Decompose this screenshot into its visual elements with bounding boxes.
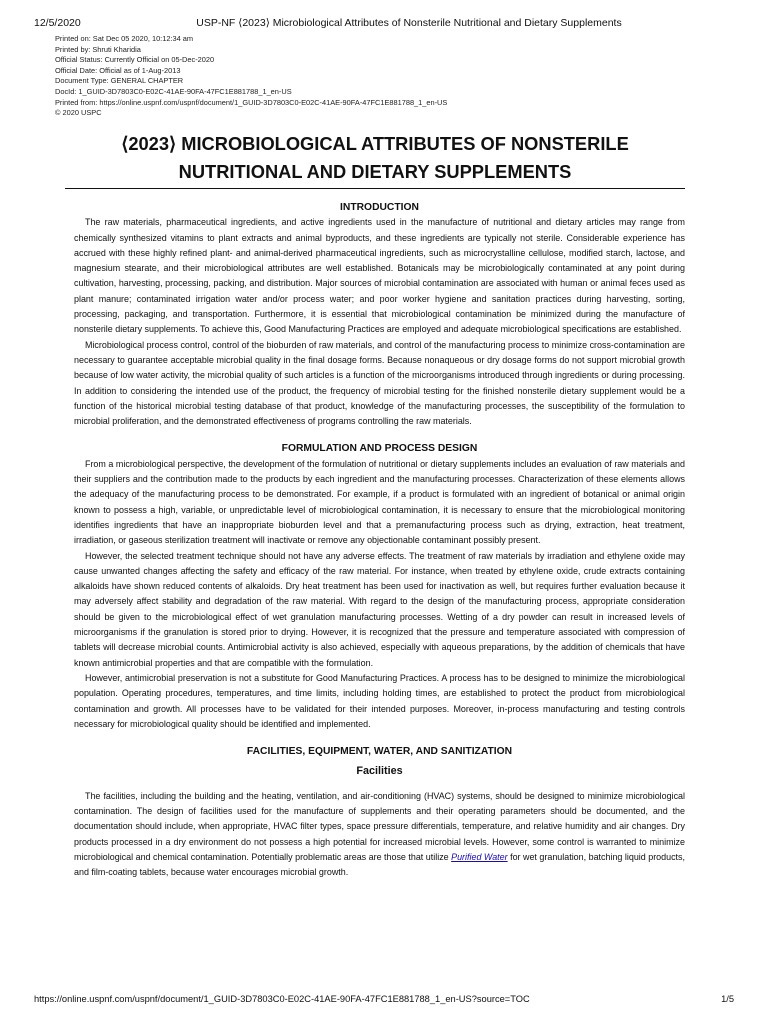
subsection-heading-facilities: Facilities (356, 765, 403, 778)
print-date: 12/5/2020 (34, 17, 81, 29)
meta-copyright: © 2020 USPC (55, 108, 102, 118)
paragraph: However, the selected treatment technique should not have any adverse effects. The treatment of raw materials by irradiation and ethylene oxide may cause unwanted changes affecting the safety and efficacy of the raw material. For instance, when treated by ethylene oxide, crude extracts containing alkaloids have shown reduced contents of alkaloids. Dry heat treatment has been used for inactivation as well, but requires further evaluation because it may adversely affect stability and degradation of the raw material. With regard to the design of the manufacturing process, appropriate consideration should be given to the microbiological effect of wet granulation manufacturing processes. Wetting of a dry powder can result in increased levels of microorganisms if the granulation is stored prior to drying. However, it is recognized that the pressure and temperature associated with compression of tablets will decrease microbial counts. Antimicrobial activity is also achieved, especially with aqueous preparations, by the addition of chemicals that have known antimicrobial properties and that are compatible with the formulation. (74, 550, 685, 668)
meta-printed-on: Printed on: Sat Dec 05 2020, 10:12:34 am (55, 34, 194, 43)
section-heading-facilities-equipment: FACILITIES, EQUIPMENT, WATER, AND SANITIZATION (246, 746, 513, 758)
meta-printed-by: Printed by: Shruti Kharidia (55, 44, 141, 54)
purified-water-link[interactable]: Purified Water (451, 851, 508, 862)
document-title-line-1: ⟨2023⟩ MICROBIOLOGICAL ATTRIBUTES OF NONSTERILE (121, 133, 629, 154)
title-divider (65, 188, 685, 189)
paragraph-text: The facilities, including the building and the heating, ventilation, and air-conditioning (HVAC) systems, should be designed to minimize microbiological contamination. The design of facilities used for the manufacture of supplements and their operating parameters should be documented, and the documentation should include, when appropriate, HVAC filter types, space pressure differentials, temperature, and relative humidity and air changes. Dry products processed in a dry environment do not possess a high potential for increased microbial levels. However, some control is warranted to minimize microbiological and chemical contamination. Potentially problematic areas are those that utilize (74, 790, 685, 862)
document-title-line-2: NUTRITIONAL AND DIETARY SUPPLEMENTS (178, 161, 572, 182)
meta-official-status: Official Status: Currently Official on 05-Dec-2020 (55, 55, 215, 65)
paragraph: Microbiological process control, control of the bioburden of raw materials, and control of the manufacturing process to minimize cross-contamination are necessary to guarantee acceptable microbial quality in the final dosage forms. Because nonaqueous or dry dosage forms do not support microbial growth because of low water activity, the microbial quality of such articles is a function of the microorganisms introduced through ingredients or during processing. In addition to considering the intended use of the product, the frequency of microbial testing for the finished nonsterile dietary supplement would be a function of the historical microbial testing database of that product, knowledge of the manufacturing processes, the susceptibility of the formulation to microbial proliferation, and the demonstrated effectiveness of programs controlling the raw materials. (74, 339, 685, 427)
paragraph (74, 789, 685, 881)
meta-official-date: Official Date: Official as of 1-Aug-2013 (55, 65, 181, 75)
paragraph: However, antimicrobial preservation is not a substitute for Good Manufacturing Practices. A process has to be designed to minimize the microbiological population. Operating procedures, temperatures, and time limits, including holding times, are established to protect the product from microbiological contamination and growth. All processes have to be validated for their intended purposes. Moreover, in-process manufacturing and testing controls necessary for microbiological quality should be identified and implemented. (74, 672, 685, 729)
paragraph-text: for wet granulation, batching liquid products, and film-coating tablets, because water encourages microbial growth. (74, 851, 685, 878)
section-heading-formulation: FORMULATION AND PROCESS DESIGN (281, 443, 478, 455)
document-body (74, 200, 685, 880)
print-header-title: USP-NF ⟨2023⟩ Microbiological Attributes of Nonsterile Nutritional and Dietary Supplements (196, 17, 622, 29)
page-number: 1/5 (721, 994, 734, 1004)
paragraph: The raw materials, pharmaceutical ingredients, and active ingredients used in the manufacture of nutritional and dietary articles may range from chemically synthesized vitamins to plant extracts and animal byproducts, and these ingredients are typically not sterile. Considerable experience has accrued with these highly refined plant- and animal-derived pharmaceutical ingredients, such as microcrystalline cellulose, modified starch, lactose, and magnesium stearate, and their microbiological attributes are well established. Botanicals may be microbiologically contaminated at any point during cultivation, harvesting, processing, packing, and distribution. Major sources of microbial contamination are associated with human or animal feces used as plant manure; contaminated irrigation water and/or process water; and poor worker hygiene and sanitation practices during harvesting, sorting, processing, packaging, and transportation. Furthermore, it is essential that microbiological contamination be minimized during the manufacture of nonsterile dietary supplements. To achieve this, Good Manufacturing Practices are employed and adequate microbiological specifications are established. (74, 217, 685, 335)
meta-printed-from: Printed from: https://online.uspnf.com/uspnf/document/1_GUID-3D7803C0-E02C-41AE-90FA-47FC1E881788_1_en-US (55, 97, 448, 107)
paragraph: From a microbiological perspective, the development of the formulation of nutritional or dietary supplements includes an evaluation of raw materials and their suppliers and the contribution made to the products by each ingredient and the manufacturing processes. Characterization of these elements allows the adequacy of the manufacturing process to be demonstrated. For example, if a product is formulated with an ingredient of botanical or animal origin known to possess a high, variable, or unpredictable level of microbiological contamination, it is necessary to ensure that the microbiological monitoring identifies ingredients that have an inappropriate bioburden level and that a premanufacturing process such as drying, extraction, heat treatment, irradiation, or gaseous sterilization treatment will inactivate or remove any objectionable contaminant possibly present. (74, 458, 685, 546)
section-heading-introduction: INTRODUCTION (340, 202, 419, 213)
document-title (65, 130, 685, 186)
meta-docid: DocId: 1_GUID-3D7803C0-E02C-41AE-90FA-47FC1E881788_1_en-US (55, 86, 292, 96)
meta-document-type: Document Type: GENERAL CHAPTER (55, 76, 184, 86)
footer-url: https://online.uspnf.com/uspnf/document/1_GUID-3D7803C0-E02C-41AE-90FA-47FC1E881788_1_en-US?source=TOC (34, 994, 530, 1004)
print-metadata (55, 34, 447, 119)
